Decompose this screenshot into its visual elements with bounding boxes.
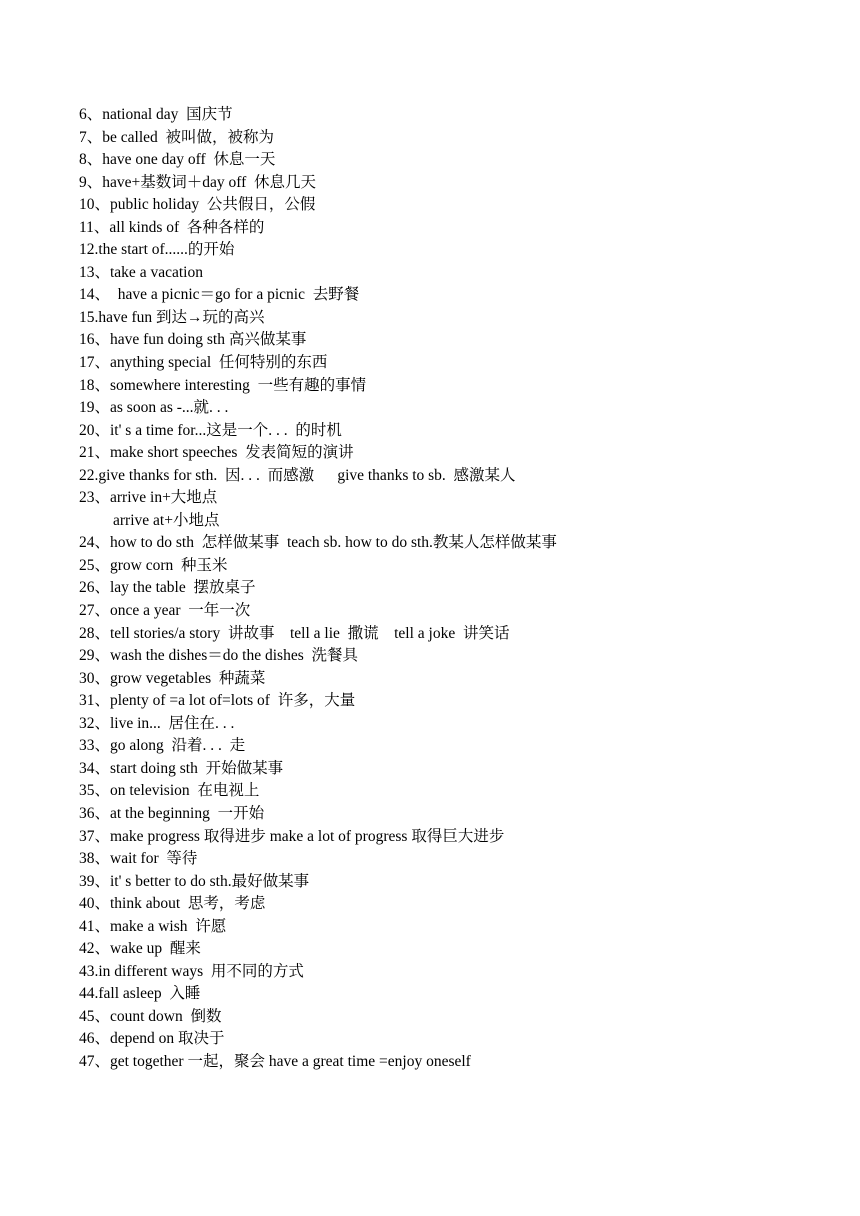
phrase-line: 24、how to do sth 怎样做某事 teach sb. how to do sth.教某人怎样做某事 <box>79 534 557 552</box>
phrase-line: 10、public holiday 公共假日，公假 <box>79 196 316 214</box>
phrase-line: 26、lay the table 摆放桌子 <box>79 579 256 597</box>
phrase-line: 40、think about 思考，考虑 <box>79 895 266 913</box>
phrase-line: 30、grow vegetables 种蔬菜 <box>79 669 266 687</box>
phrase-line: 35、on television 在电视上 <box>79 782 260 800</box>
phrase-line: 45、count down 倒数 <box>79 1007 222 1025</box>
phrase-line: 43.in different ways 用不同的方式 <box>79 962 304 980</box>
phrase-line: 41、make a wish 许愿 <box>79 917 227 935</box>
phrase-line: 11、all kinds of 各种各样的 <box>79 218 265 236</box>
phrase-line: 20、it' s a time for...这是一个. . . 的时机 <box>79 421 342 439</box>
phrase-line: 8、have one day off 休息一天 <box>79 151 276 169</box>
phrase-line: 47、get together 一起，聚会 have a great time =enjoy oneself <box>79 1052 471 1070</box>
phrase-line: 14、 have a picnic＝go for a picnic 去野餐 <box>79 286 360 304</box>
phrase-line: arrive at+小地点 <box>113 511 220 529</box>
phrase-line: 39、it' s better to do sth.最好做某事 <box>79 872 310 890</box>
phrase-line: 9、have+基数词＋day off 休息几天 <box>79 173 317 191</box>
phrase-line: 29、wash the dishes＝do the dishes 洗餐具 <box>79 647 358 665</box>
phrase-line: 16、have fun doing sth 高兴做某事 <box>79 331 307 349</box>
phrase-line: 12.the start of......的开始 <box>79 241 235 259</box>
phrase-line: 6、national day 国庆节 <box>79 106 233 123</box>
phrase-line: 27、once a year 一年一次 <box>79 602 251 620</box>
phrase-line: 33、go along 沿着. . . 走 <box>79 737 246 755</box>
phrase-line: 37、make progress 取得进步 make a lot of progress 取得巨大进步 <box>79 827 505 845</box>
phrase-line: 18、somewhere interesting 一些有趣的事情 <box>79 376 367 394</box>
phrase-line: 7、be called 被叫做，被称为 <box>79 128 275 146</box>
phrase-line: 23、arrive in+大地点 <box>79 489 218 507</box>
phrase-line: 21、make short speeches 发表简短的演讲 <box>79 444 354 462</box>
phrase-line: 42、wake up 醒来 <box>79 940 201 958</box>
phrase-line: 22.give thanks for sth. 因. . . 而感激 give thanks to sb. 感激某人 <box>79 466 516 484</box>
phrase-line: 34、start doing sth 开始做某事 <box>79 759 284 777</box>
phrase-line: 32、live in... 居住在. . . <box>79 714 235 732</box>
phrase-line: 15.have fun 到达→玩的高兴 <box>79 308 265 326</box>
phrase-line: 13、take a vacation <box>79 263 203 281</box>
phrase-line: 44.fall asleep 入睡 <box>79 985 201 1003</box>
phrase-line: 36、at the beginning 一开始 <box>79 804 265 822</box>
phrase-line: 28、tell stories/a story 讲故事 tell a lie 撒谎 tell a joke 讲笑话 <box>79 624 510 642</box>
phrase-line: 38、wait for 等待 <box>79 850 198 868</box>
phrase-line: 19、as soon as -...就. . . <box>79 399 229 417</box>
phrase-line: 25、grow corn 种玉米 <box>79 556 228 574</box>
phrase-line: 46、depend on 取决于 <box>79 1030 225 1048</box>
phrase-line: 31、plenty of =a lot of=lots of 许多，大量 <box>79 692 356 710</box>
phrase-list <box>79 104 819 1074</box>
phrase-line: 17、anything special 任何特别的东西 <box>79 354 328 372</box>
